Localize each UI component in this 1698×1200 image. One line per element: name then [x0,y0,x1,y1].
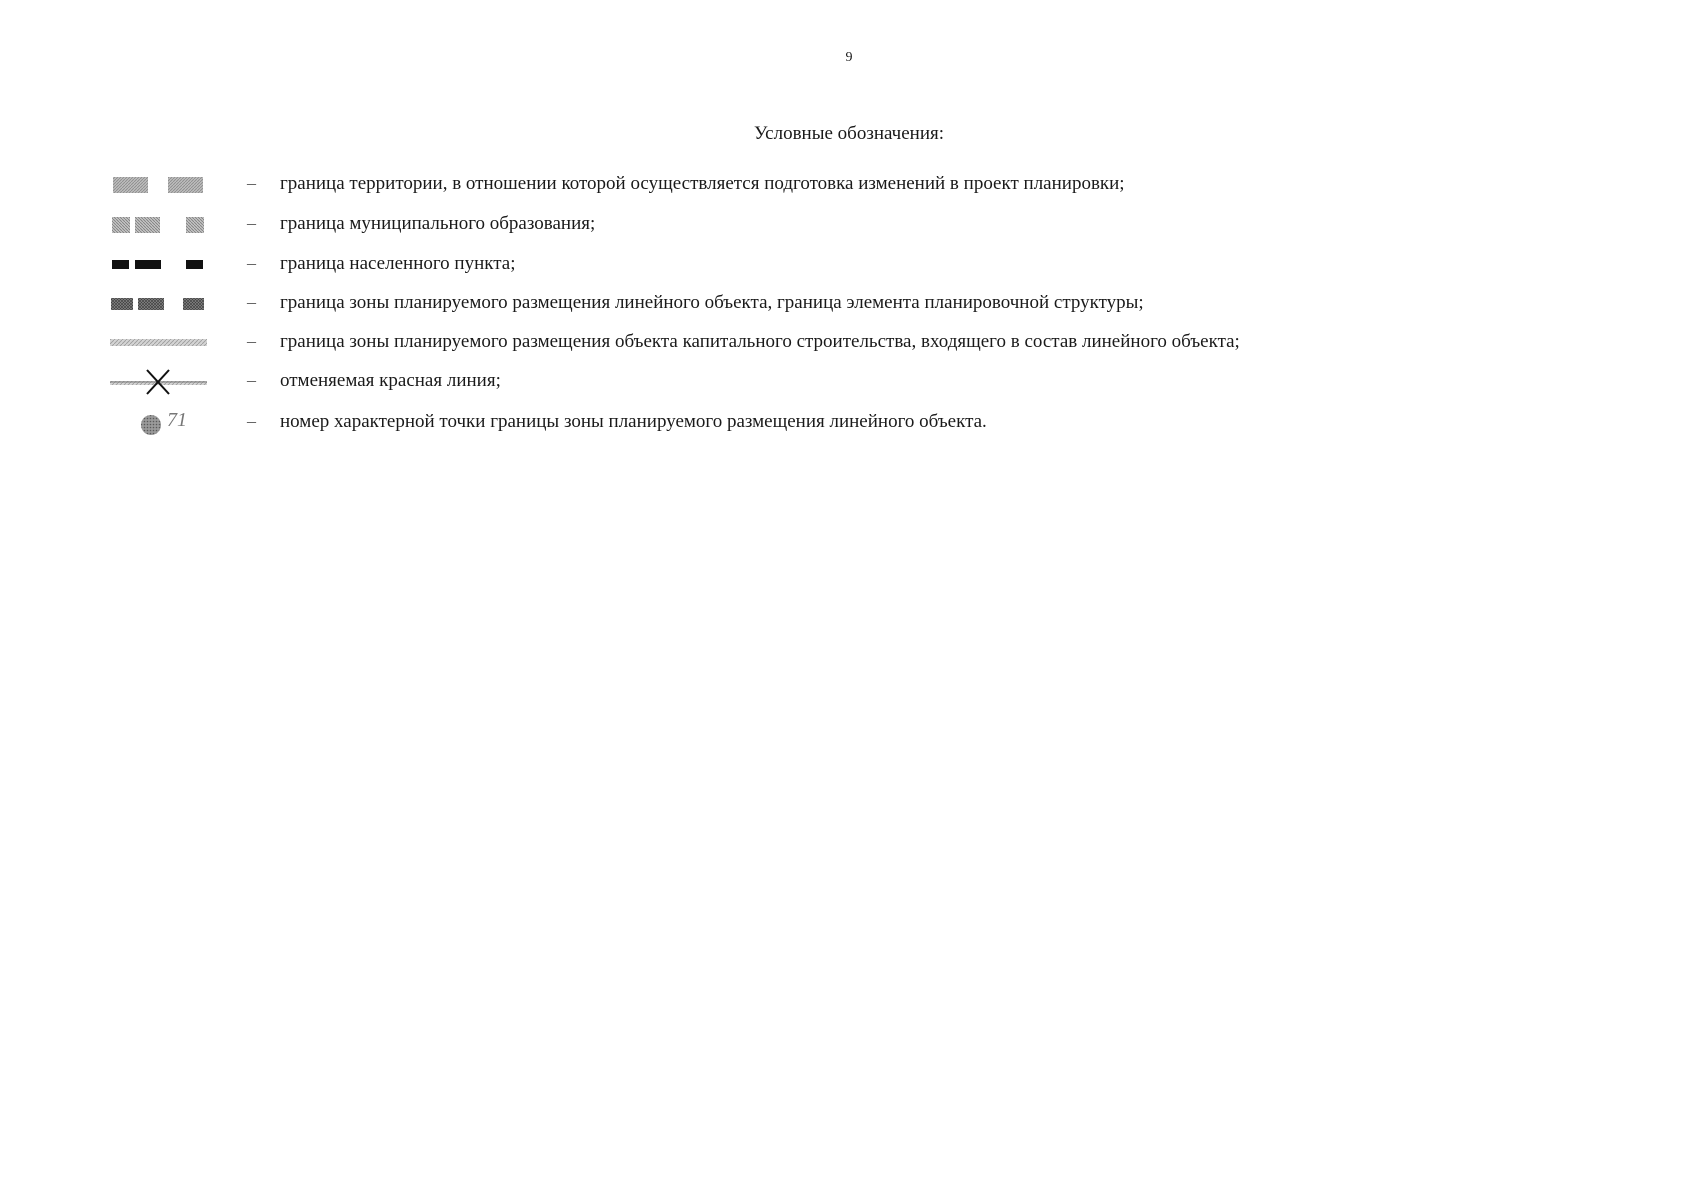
legend-item-text: номер характерной точки границы зоны планируемого размещения линейного объекта. [280,411,987,432]
legend-dash: – [247,213,256,233]
legend-dash: – [247,331,256,351]
legend-dash: – [247,292,256,312]
page-number: 9 [845,50,853,65]
legend-dash: – [247,411,256,431]
legend-item-capital-construction-zone-boundary [0,328,1698,358]
legend-item-text: граница территории, в отношении которой осуществляется подготовка изменений в проект планировки; [280,173,1125,194]
legend-title: Условные обозначения: [753,123,945,144]
black-dashed-line-icon [110,250,210,280]
legend-item-text: граница зоны планируемого размещения объекта капитального строительства, входящего в состав линейного объекта; [280,331,1240,352]
legend-dash: – [247,173,256,193]
hatched-dashed-line-small-icon [110,210,210,240]
legend-dash: – [247,370,256,390]
point-number-label: 71 [167,409,187,431]
legend-item-text: граница муниципального образования; [280,213,596,234]
thin-hatched-solid-line-icon [110,328,210,358]
legend-item-territory-boundary [0,170,1698,200]
crossed-line-icon [110,367,210,397]
legend-item-characteristic-point-number [0,408,1698,438]
legend-item-text: граница населенного пункта; [280,253,516,274]
legend-item-settlement-boundary [0,250,1698,280]
point-number-icon [110,408,210,438]
legend-item-linear-object-zone-boundary [0,289,1698,319]
dark-hatched-dashed-line-icon [110,289,210,319]
legend-item-text: граница зоны планируемого размещения линейного объекта, граница элемента планировочной структуры; [280,292,1144,313]
legend-item-municipal-boundary [0,210,1698,240]
hatched-dashed-line-large-icon [110,170,210,200]
legend-dash: – [247,253,256,273]
legend-item-cancelled-red-line [0,367,1698,397]
legend-item-text: отменяемая красная линия; [280,370,501,391]
